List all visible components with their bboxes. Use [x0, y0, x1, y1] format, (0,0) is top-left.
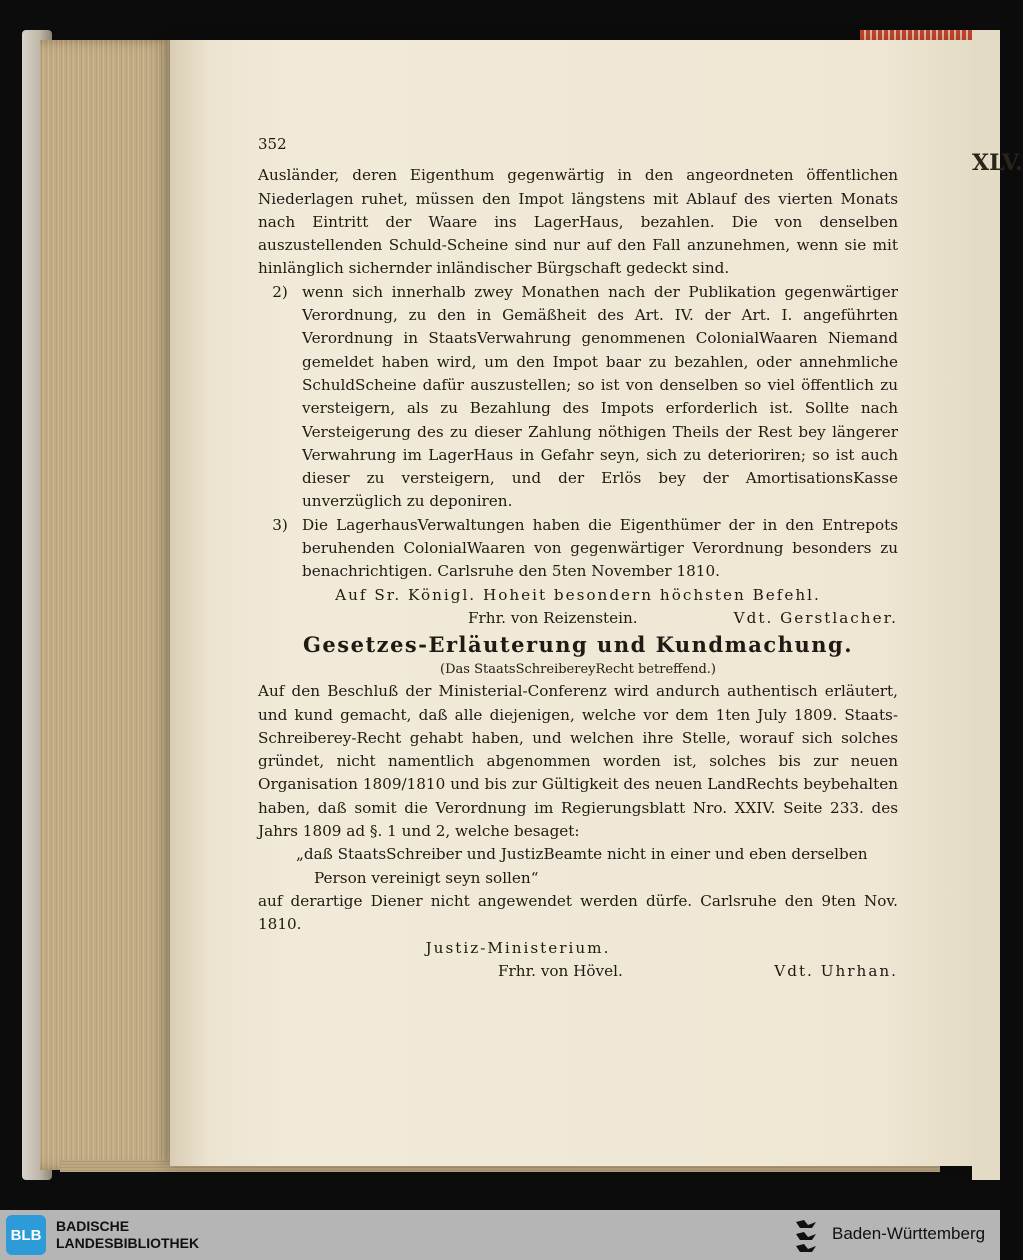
signature-right: Vdt. Uhrhan.: [774, 961, 898, 980]
signature-right: Vdt. Gerstlacher.: [733, 608, 898, 627]
intro-paragraph: Ausländer, deren Eigenthum gegenwärtig in den angeordneten öffentlichen Niederlagen ruhet, müssen den Impot längstens mit Ablauf des vierten Monats nach Eintritt der Waare ins LagerHaus, bezahlen. Die von denselben auszustellenden Schuld-Scheine sind nur auf den Fall anzunehmen, wenn sie mit hinlänglich sichernder inländischer Bürgschaft gedeckt sind.: [258, 166, 898, 278]
item-number: 3): [272, 515, 288, 534]
item-text: wenn sich innerhalb zwey Monathen nach der Publikation gegenwärtiger Verordnung, zu den in Gemäßheit des Art. IV. der Art. I. angeführten Verordnung in StaatsVerwahrung genommenen ColonialWaaren Niemand gemeldet haben wird, um den Impot baar zu bezahlen, oder annehmliche SchuldScheine dafür auszustellen; so ist von denselben so viel öffentlich zu versteigern, als zu Bezahlung des Impots erforderlich ist. Sollte nach Versteigerung des zu dieser Zahlung nöthigen Theils der Rest bey längerer Verwahrung im LagerHaus in Gefahr seyn, sich zu deterioriren; so ist auch dieser zu versteigern, und der Erlös bey der AmortisationsKasse unverzüglich zu deponiren.: [302, 282, 898, 511]
state-name[interactable]: Baden-Württemberg: [832, 1224, 986, 1243]
signature-left: Frhr. von Reizenstein.: [468, 608, 638, 627]
page-text: [258, 133, 898, 983]
baden-wuerttemberg-emblem-icon: [792, 1216, 822, 1254]
viewer-footer: [0, 1210, 1000, 1260]
list-item-3: [258, 514, 898, 584]
library-name[interactable]: [56, 1218, 199, 1252]
blb-logo[interactable]: [6, 1215, 46, 1255]
quote-line-1: „daß StaatsSchreiber und JustizBeamte nicht in einer und eben derselben: [296, 845, 868, 864]
item-text: Die LagerhausVerwaltungen haben die Eigenthümer der in den Entrepots beruhenden ColonialWaaren von gegenwärtiger Verordnung besonders zu benachrichtigen. Carlsruhe den 5ten November 1810.: [302, 515, 898, 581]
page-number: 352: [258, 135, 287, 153]
body-paragraph: Auf den Beschluß der Ministerial-Conferenz wird andurch authentisch erläutert, und kund gemacht, daß alle diejenigen, welche vor dem 1ten July 1809. Staats-Schreiberey-Recht gehabt haben, und welchen ihre Stelle, worauf sich solches gründet, nicht namentlich abgenommen worden ist, solches bis zur neuen Organisation 1809/1810 und bis zur Gültigkeit des neuen LandRechts beybehalten haben, daß somit die Verordnung im Regierungsblatt Nro. XXIV. Seite 233. des Jahrs 1809 ad §. 1 und 2, welche besaget:: [258, 682, 898, 841]
section-subheading: (Das StaatsSchreibereyRecht betreffend.): [440, 662, 716, 678]
signature-row-2: [258, 960, 898, 983]
library-name-line2: LANDESBIBLIOTHEK: [56, 1235, 200, 1251]
blb-logo-text: BLB: [10, 1226, 42, 1244]
next-page-header: XLV.: [972, 150, 1023, 176]
library-name-line1: BADISCHE: [56, 1218, 130, 1234]
signature-row-1: [258, 607, 898, 630]
signature-left: Frhr. von Hövel.: [498, 961, 623, 980]
page-block-edges: [40, 40, 185, 1170]
closing-line: auf derartige Diener nicht angewendet werden dürfe. Carlsruhe den 9ten Nov. 1810.: [258, 891, 898, 934]
ministry-line: Justiz-Ministerium.: [425, 938, 611, 957]
next-page-edge: [972, 30, 1023, 1180]
command-line: Auf Sr. Königl. Hoheit besondern höchsten Befehl.: [335, 585, 821, 604]
list-item-2: [258, 281, 898, 514]
section-heading: Gesetzes-Erläuterung und Kundmachung.: [302, 632, 854, 658]
quote-line-2: Person vereinigt seyn sollen“: [314, 868, 539, 887]
item-number: 2): [272, 282, 288, 301]
